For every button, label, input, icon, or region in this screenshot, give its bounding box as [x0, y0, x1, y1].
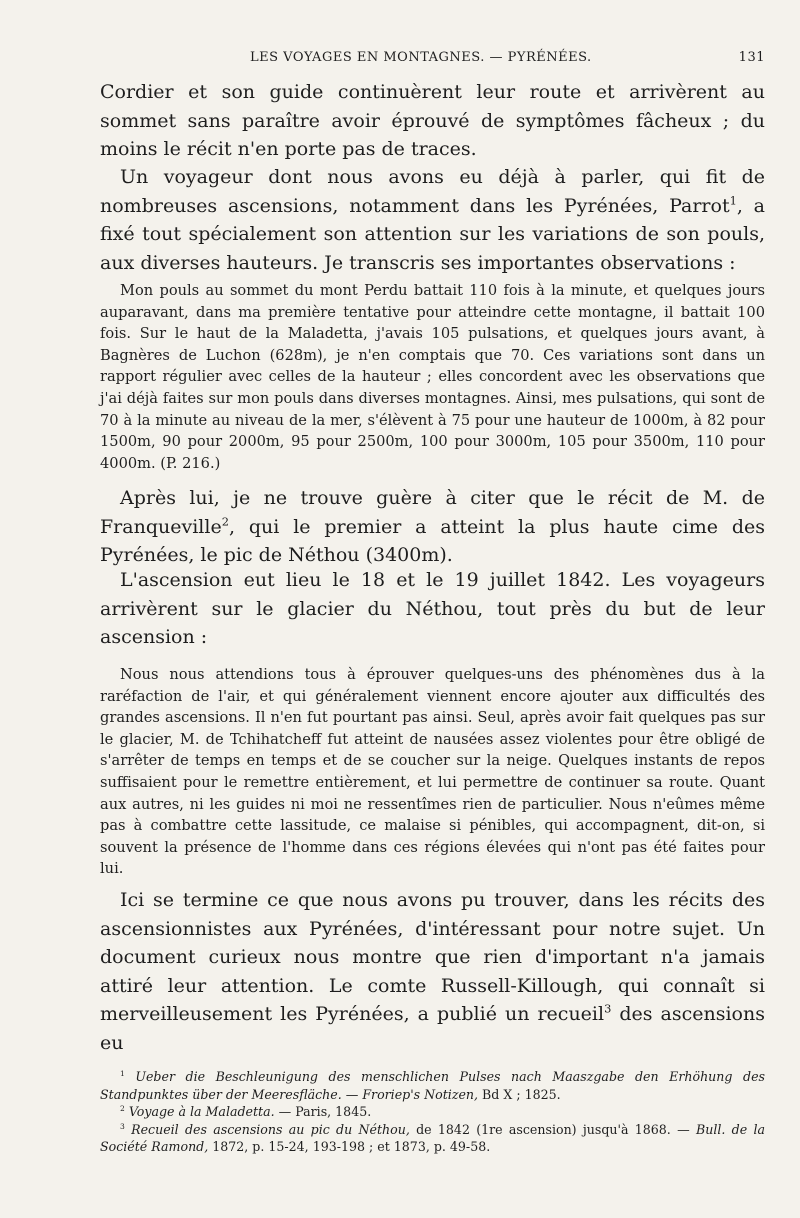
footnote-title: Recueil des ascensions au pic du Néthou,	[131, 1121, 410, 1137]
footnote-detail: de 1842 (1re ascension) jusqu'à 1868. —	[409, 1121, 696, 1137]
paragraph-conclusion	[100, 886, 765, 1057]
footnote-detail: Bd X ; 1825.	[478, 1086, 561, 1102]
paragraph-conclusion-text-b: des ascensions eu	[100, 1003, 765, 1054]
footnote-ref-1[interactable]: 1	[729, 193, 737, 208]
paragraph-ascension: L'ascension eut lieu le 18 et le 19 juillet 1842. Les voyageurs arrivèrent sur le glacier du Néthou, tout près du but de leur ascension :	[100, 569, 765, 648]
footnote-mark: 2	[120, 1103, 125, 1113]
running-head	[100, 50, 765, 72]
paragraph-conclusion-text-a: Ici se termine ce que nous avons pu trouver, dans les récits des ascensionnistes aux Pyrénées, d'intéressant pour notre sujet. Un document curieux nous montre que rien d'important n'a jamais attiré leur attention. Le comte Russell-Killough, qui connaît si merveilleusement les Pyrénées, a publié un recueil	[100, 889, 765, 1025]
footnote-2	[100, 1103, 765, 1121]
footnote-title: Ueber die Beschleunigung des menschlichen Pulses nach Maaszgabe den Erhöhung des Standpunktes über der Meeresfläche. — Froriep's Notizen,	[100, 1069, 765, 1102]
footnote-mark: 3	[120, 1121, 125, 1131]
footnote-3	[100, 1121, 765, 1156]
footnote-ref-2[interactable]: 2	[221, 514, 229, 529]
paragraph-franqueville-text-a: Après lui, je ne trouve guère à citer que le récit de M. de Franqueville	[100, 487, 765, 538]
paragraph-parrot-text-a: Un voyageur dont nous avons eu déjà à parler, qui fit de nombreuses ascensions, notamment dans les Pyrénées, Parrot	[100, 166, 765, 217]
footnote-1	[100, 1068, 765, 1103]
page-number: 131	[738, 50, 765, 65]
footnote-detail: — Paris, 1845.	[274, 1104, 372, 1119]
quote-parrot-pulse: Mon pouls au sommet du mont Perdu battait 110 fois à la minute, et quelques jours auparavant, dans ma première tentative pour atteindre cette montagne, il battait 100 fois. Sur le haut de la Maladetta, j'avais 105 pulsations, et quelques jours avant, à Bagnères de Luchon (628m), je n'en comptais que 70. Ces variations sont dans un rapport régulier avec celles de la hauteur ; elles concordent avec les observations que j'ai déjà faites sur mon pouls dans diverses montagnes. Ainsi, mes pulsations, qui sont de 70 à la minute au niveau de la mer, s'élèvent à 75 pour une hauteur de 1000m, à 82 pour 1500m, 90 pour 2000m, 95 pour 2500m, 100 pour 3000m, 105 pour 3500m, 110 pour 4000m. (P. 216.)	[100, 282, 765, 472]
running-title: LES VOYAGES EN MONTAGNES. — PYRÉNÉES.	[250, 50, 592, 65]
paragraph-franqueville-text-b: , qui le premier a atteint la plus haute cime des Pyrénées, le pic de Néthou (3400m).	[100, 515, 765, 566]
paragraph-parrot-text-b: , a fixé tout spécialement son attention sur les variations de son pouls, aux diverses hauteurs. Je transcris ses importantes observations :	[100, 194, 765, 274]
paragraph-cordier: Cordier et son guide continuèrent leur route et arrivèrent au sommet sans paraître avoir éprouvé de symptômes fâcheux ; du moins le récit n'en porte pas de traces.	[100, 81, 765, 160]
footnote-journal: Bull. de la Société Ramond,	[100, 1121, 765, 1154]
quote-nethou-ascension: Nous nous attendions tous à éprouver quelques-uns des phénomènes dus à la raréfaction de l'air, et qui généralement viennent encore ajouter aux difficultés des grandes ascensions. Il n'en fut pourtant pas ainsi. Seul, après avoir fait quelques pas sur le glacier, M. de Tchihatcheff fut atteint de nausées assez violentes pour être obligé de s'arrêter de temps en temps et de se coucher sur la neige. Quelques instants de repos suffisaient pour le remettre entièrement, et lui permettre de continuer sa route. Quant aux autres, ni les guides ni moi ne ressentîmes rien de particulier. Nous n'eûmes même pas à combattre cette lassitude, ce malaise si pénibles, qui accompagnent, dit-on, si souvent la présence de l'homme dans ces régions élevées qui n'ont pas été faites pour lui.	[100, 666, 765, 878]
paragraph-parrot	[100, 163, 765, 277]
footnote-ref-3[interactable]: 3	[604, 1001, 612, 1016]
paragraph-franqueville	[100, 484, 765, 570]
footnote-title: Voyage à la Maladetta.	[128, 1104, 275, 1119]
footnote-mark: 1	[120, 1068, 125, 1078]
footnote-pages: 1872, p. 15-24, 193-198 ; et 1873, p. 49-58.	[208, 1139, 491, 1154]
footnotes	[100, 1068, 765, 1156]
